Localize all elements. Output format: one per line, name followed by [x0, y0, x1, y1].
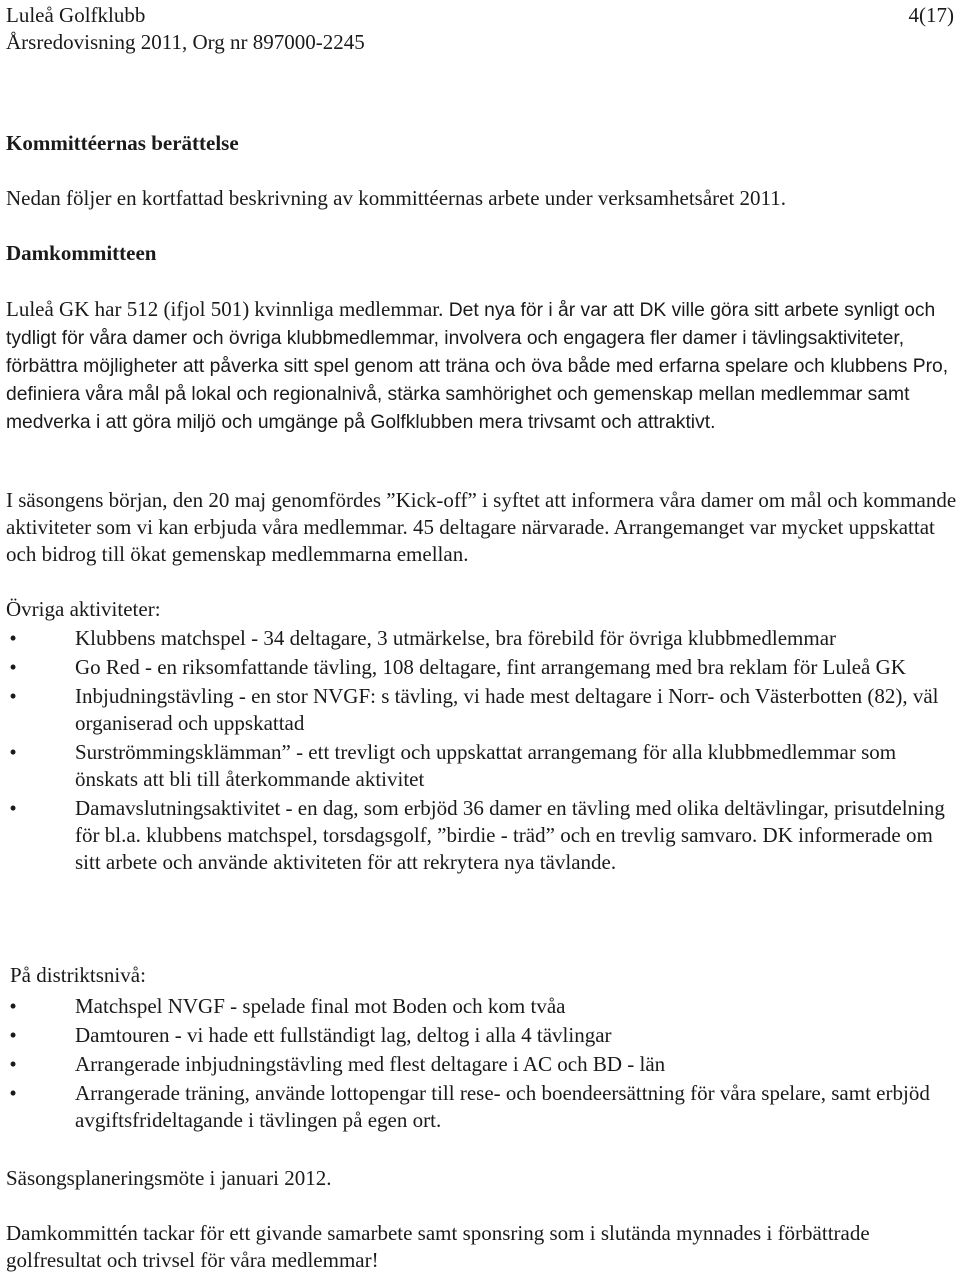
bullet-icon: • [9, 1081, 17, 1105]
district-heading: På distriktsnivå: [10, 963, 146, 987]
bullet-icon: • [9, 740, 17, 764]
list-item: • Go Red - en riksomfattande tävling, 108 deltagare, fint arrangemang med bra reklam för Luleå GK [6, 654, 958, 681]
committee-title: Damkommitteen [6, 241, 157, 265]
list-item: • Arrangerade träning, använde lottopengar till rese- och boendeersättning för våra spelare, samt erbjöd avgiftsfrideltagande i tävlingen på egen ort. [6, 1080, 958, 1134]
other-activities-list [6, 625, 958, 876]
page-number: 4(17) [908, 3, 954, 27]
list-item: • Surströmmingsklämman” - ett trevligt och uppskattat arrangemang för alla klubbmedlemmar som önskats att bli till återkommande aktivitet [6, 739, 958, 793]
kickoff-paragraph: I säsongens början, den 20 maj genomfördes ”Kick-off” i syftet att informera våra damer om mål och kommande aktiviteter som vi kan erbjuda våra medlemmar. 45 deltagare närvarade. Arrangemanget var mycket uppskattat och bidrog till ökat gemenskap medlemmarna emellan. [6, 488, 957, 566]
bullet-icon: • [9, 796, 17, 820]
closing-paragraph: Damkommittén tackar för ett givande samarbete samt sponsring som i slutända mynnades i förbättrade golfresultat och trivsel för våra medlemmar! [6, 1221, 870, 1272]
section-title: Kommittéernas berättelse [6, 131, 239, 155]
bullet-icon: • [9, 1023, 17, 1047]
planning-meeting-note: Säsongsplaneringsmöte i januari 2012. [6, 1166, 332, 1190]
list-item: • Damtouren - vi hade ett fullständigt lag, deltog i alla 4 tävlingar [6, 1022, 958, 1049]
document-page [6, 0, 958, 1272]
list-item: • Matchspel NVGF - spelade final mot Boden och kom tvåa [6, 993, 958, 1020]
bullet-icon: • [9, 684, 17, 708]
list-item: • Arrangerade inbjudningstävling med flest deltagare i AC och BD - län [6, 1051, 958, 1078]
intro-paragraph: Nedan följer en kortfattad beskrivning av kommittéernas arbete under verksamhetsåret 2011. [6, 186, 787, 210]
list-item: • Inbjudningstävling - en stor NVGF: s tävling, vi hade mest deltagare i Norr- och Västerbotten (82), väl organiserad och uppskattad [6, 683, 958, 737]
page-header [6, 0, 958, 60]
bullet-icon: • [9, 626, 17, 650]
bullet-icon: • [9, 994, 17, 1018]
bullet-icon: • [9, 655, 17, 679]
goals-sentence: Det nya för i år var att DK ville göra sitt arbete synligt och tydligt för våra damer och övriga klubbmedlemmar, involvera och engagera fler damer i tävlingsaktiviteter, förbättra möjligheter att påverka sitt spel genom att träna och öva både med erfarna spelare och klubbens Pro, definiera våra mål på lokal och regionalnivå, stärka samhörighet och gemenskap mellan medlemmar samt medverka i att göra miljö och umgänge på Golfklubben mera trivsamt och attraktivt. [6, 300, 949, 433]
organization-name: Luleå Golfklubb [6, 3, 146, 27]
committee-paragraph [6, 296, 958, 436]
other-activities-heading: Övriga aktiviteter: [6, 597, 161, 621]
bullet-icon: • [9, 1052, 17, 1076]
list-item: • Klubbens matchspel - 34 deltagare, 3 utmärkelse, bra förebild för övriga klubbmedlemmar [6, 625, 958, 652]
members-sentence: Luleå GK har 512 (ifjol 501) kvinnliga medlemmar. [6, 297, 444, 321]
list-item: • Damavslutningsaktivitet - en dag, som erbjöd 36 damer en tävling med olika deltävlingar, prisutdelning för bl.a. klubbens matchspel, torsdagsgolf, ”birdie - träd” och en trevlig samvaro. DK informerade om sitt arbete och använde aktiviteten för att rekrytera nya tävlande. [6, 795, 958, 876]
report-subtitle: Årsredovisning 2011, Org nr 897000-2245 [6, 30, 365, 54]
district-activities-list [6, 993, 958, 1134]
